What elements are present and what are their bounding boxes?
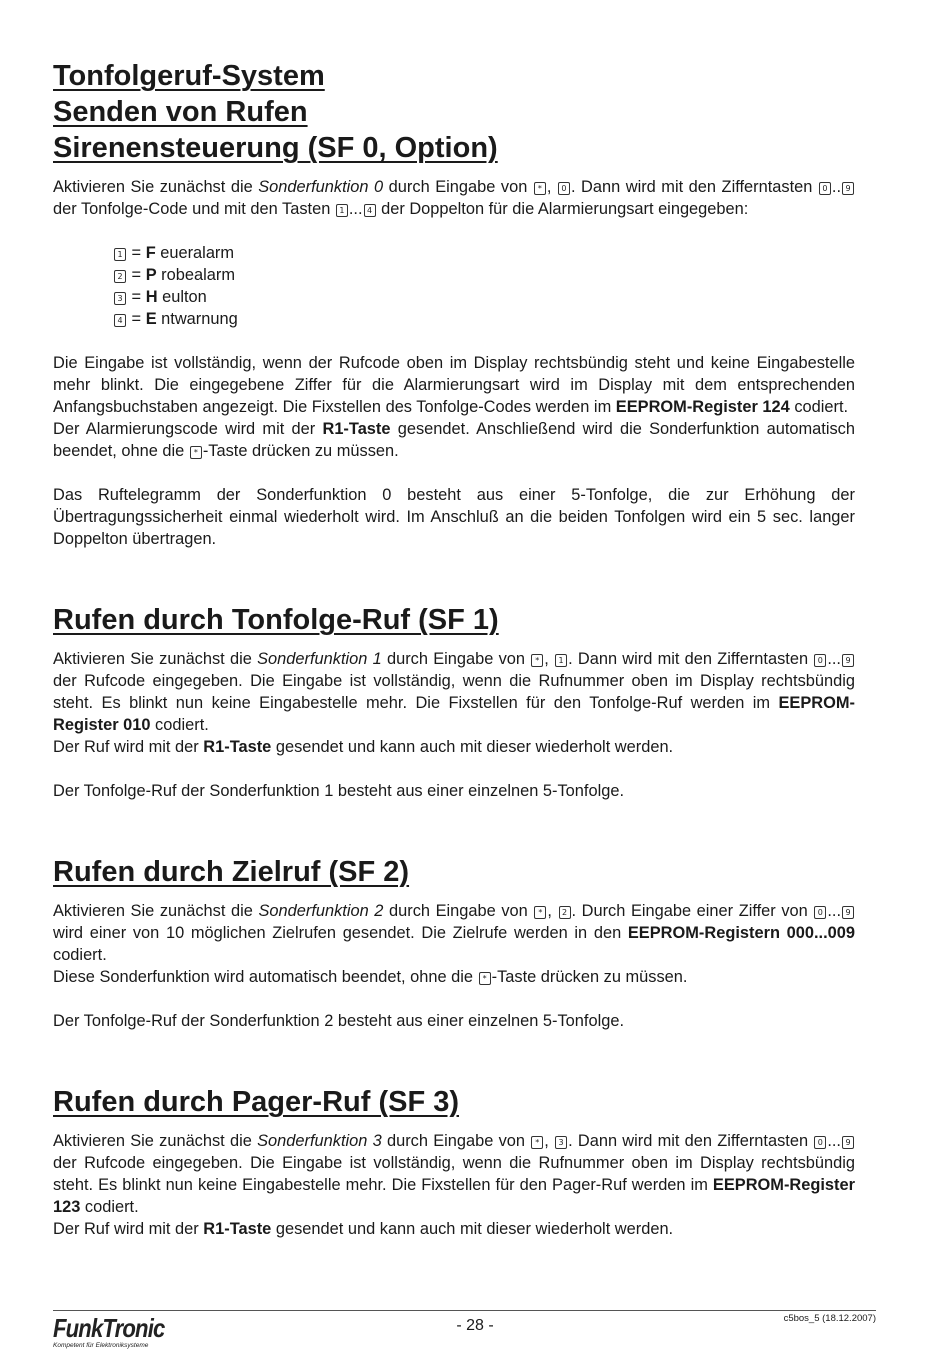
list-item: 1 = F eueralarm: [113, 242, 855, 264]
doc-title: Tonfolgeruf-System: [53, 60, 325, 92]
list-item: 3 = H eulton: [113, 286, 855, 308]
page-number: - 28 -: [456, 1317, 494, 1334]
sf3-send-paragraph: Der Ruf wird mit der R1-Taste gesendet und kann auch mit dieser wiederholt werden.: [53, 1220, 674, 1238]
star-key-icon: *: [531, 1136, 543, 1149]
sf2-intro-paragraph: Aktivieren Sie zunächst die Sonderfunktion 2 durch Eingabe von * , 2 . Durch Eingabe einer Ziffer von 0 ... 9 wird einer von 10 möglichen Zielrufen gesendet. Die Zielrufe werden in den EEPROM-Registern 000...009 codiert.: [53, 902, 856, 964]
four-key-icon: 4: [364, 204, 376, 217]
sf0-input-paragraph: Die Eingabe ist vollständig, wenn der Rufcode oben im Display rechtsbündig steht und keine Eingabestelle mehr blinkt. Die eingegebene Ziffer für die Alarmierungsart wird im Display mit dem entsprechenden Anfangsbuchstaben angezeigt. Die Fixstellen des Tonfolge-Codes werden im EEPROM-Register 124 codiert.: [53, 354, 855, 416]
two-key-icon: 2: [559, 906, 571, 919]
alarm-type-list: [113, 242, 855, 330]
document-id: c5bos_5 (18.12.2007): [783, 1313, 876, 1324]
sf2-note-paragraph: Der Tonfolge-Ruf der Sonderfunktion 2 besteht aus einer einzelnen 5-Tonfolge.: [53, 1012, 625, 1030]
three-key-icon: 3: [114, 292, 126, 305]
star-key-icon: *: [534, 906, 546, 919]
list-item: 4 = E ntwarnung: [113, 308, 855, 330]
two-key-icon: 2: [114, 270, 126, 283]
three-key-icon: 3: [555, 1136, 567, 1149]
one-key-icon: 1: [336, 204, 348, 217]
zero-key-icon: 0: [814, 654, 826, 667]
nine-key-icon: 9: [842, 654, 854, 667]
section-title-sf1: Rufen durch Tonfolge-Ruf (SF 1): [53, 604, 499, 636]
sf0-send-paragraph: Der Alarmierungscode wird mit der R1-Taste gesendet. Anschließend wird die Sonderfunktion automatisch beendet, ohne die * -Taste drücken zu müssen.: [53, 420, 855, 460]
zero-key-icon: 0: [814, 906, 826, 919]
four-key-icon: 4: [114, 314, 126, 327]
star-key-icon: *: [534, 182, 546, 195]
section-title-sf0: Sirenensteuerung (SF 0, Option): [53, 132, 498, 164]
sf0-telegram-paragraph: Das Ruftelegramm der Sonderfunktion 0 besteht aus einer 5-Tonfolge, die zur Erhöhung der Übertragungssicherheit einmal wiederholt wird. Im Anschluß an die beiden Tonfolgen wird ein 5 sec. langer Doppelton übertragen.: [53, 486, 855, 548]
sf1-send-paragraph: Der Ruf wird mit der R1-Taste gesendet und kann auch mit dieser wiederholt werden.: [53, 738, 674, 756]
sf2-end-paragraph: Diese Sonderfunktion wird automatisch beendet, ohne die * -Taste drücken zu müssen.: [53, 968, 688, 986]
star-key-icon: *: [479, 972, 491, 985]
section-sf0-header: [53, 58, 855, 166]
list-item: 2 = P robealarm: [113, 264, 855, 286]
nine-key-icon: 9: [842, 182, 854, 195]
sf3-intro-paragraph: Aktivieren Sie zunächst die Sonderfunktion 3 durch Eingabe von * , 3 . Dann wird mit den Zifferntasten 0 ... 9 der Rufcode eingegeben. Die Eingabe ist vollständig, wenn die Rufnummer oben im Display rechtsbündig steht. Es blinkt nun keine Eingabestelle mehr. Die Fixstellen für den Pager-Ruf werden im EEPROM-Register 123 codiert.: [53, 1132, 855, 1216]
sf1-intro-paragraph: Aktivieren Sie zunächst die Sonderfunktion 1 durch Eingabe von * , 1 . Dann wird mit den Zifferntasten 0 ... 9 der Rufcode eingegeben. Die Eingabe ist vollständig, wenn die Rufnummer oben im Display rechtsbündig steht. Es blinkt nun keine Eingabestelle mehr. Die Fixstellen für den Tonfolge-Ruf werden im EEPROM-Register 010 codiert.: [53, 650, 855, 734]
nine-key-icon: 9: [842, 1136, 854, 1149]
star-key-icon: *: [531, 654, 543, 667]
zero-key-icon: 0: [814, 1136, 826, 1149]
sf1-note-paragraph: Der Tonfolge-Ruf der Sonderfunktion 1 besteht aus einer einzelnen 5-Tonfolge.: [53, 782, 625, 800]
document-page: [53, 58, 855, 1240]
one-key-icon: 1: [555, 654, 567, 667]
sf0-intro-paragraph: Aktivieren Sie zunächst die Sonderfunktion 0 durch Eingabe von * , 0 . Dann wird mit den Zifferntasten 0 .. 9 der Tonfolge-Code und mit den Tasten 1 ... 4 der Doppelton für die Alarmierungsart eingegeben:: [53, 176, 855, 220]
doc-subtitle: Senden von Rufen: [53, 96, 308, 128]
funktronic-logo: FunkTronic Kompetent für Elektroniksysteme: [53, 1313, 165, 1349]
one-key-icon: 1: [114, 248, 126, 261]
section-title-sf3: Rufen durch Pager-Ruf (SF 3): [53, 1086, 460, 1118]
footer-divider: [53, 1310, 876, 1311]
zero-key-icon: 0: [819, 182, 831, 195]
nine-key-icon: 9: [842, 906, 854, 919]
zero-key-icon: 0: [558, 182, 570, 195]
section-title-sf2: Rufen durch Zielruf (SF 2): [53, 856, 410, 888]
star-key-icon: *: [190, 446, 202, 459]
